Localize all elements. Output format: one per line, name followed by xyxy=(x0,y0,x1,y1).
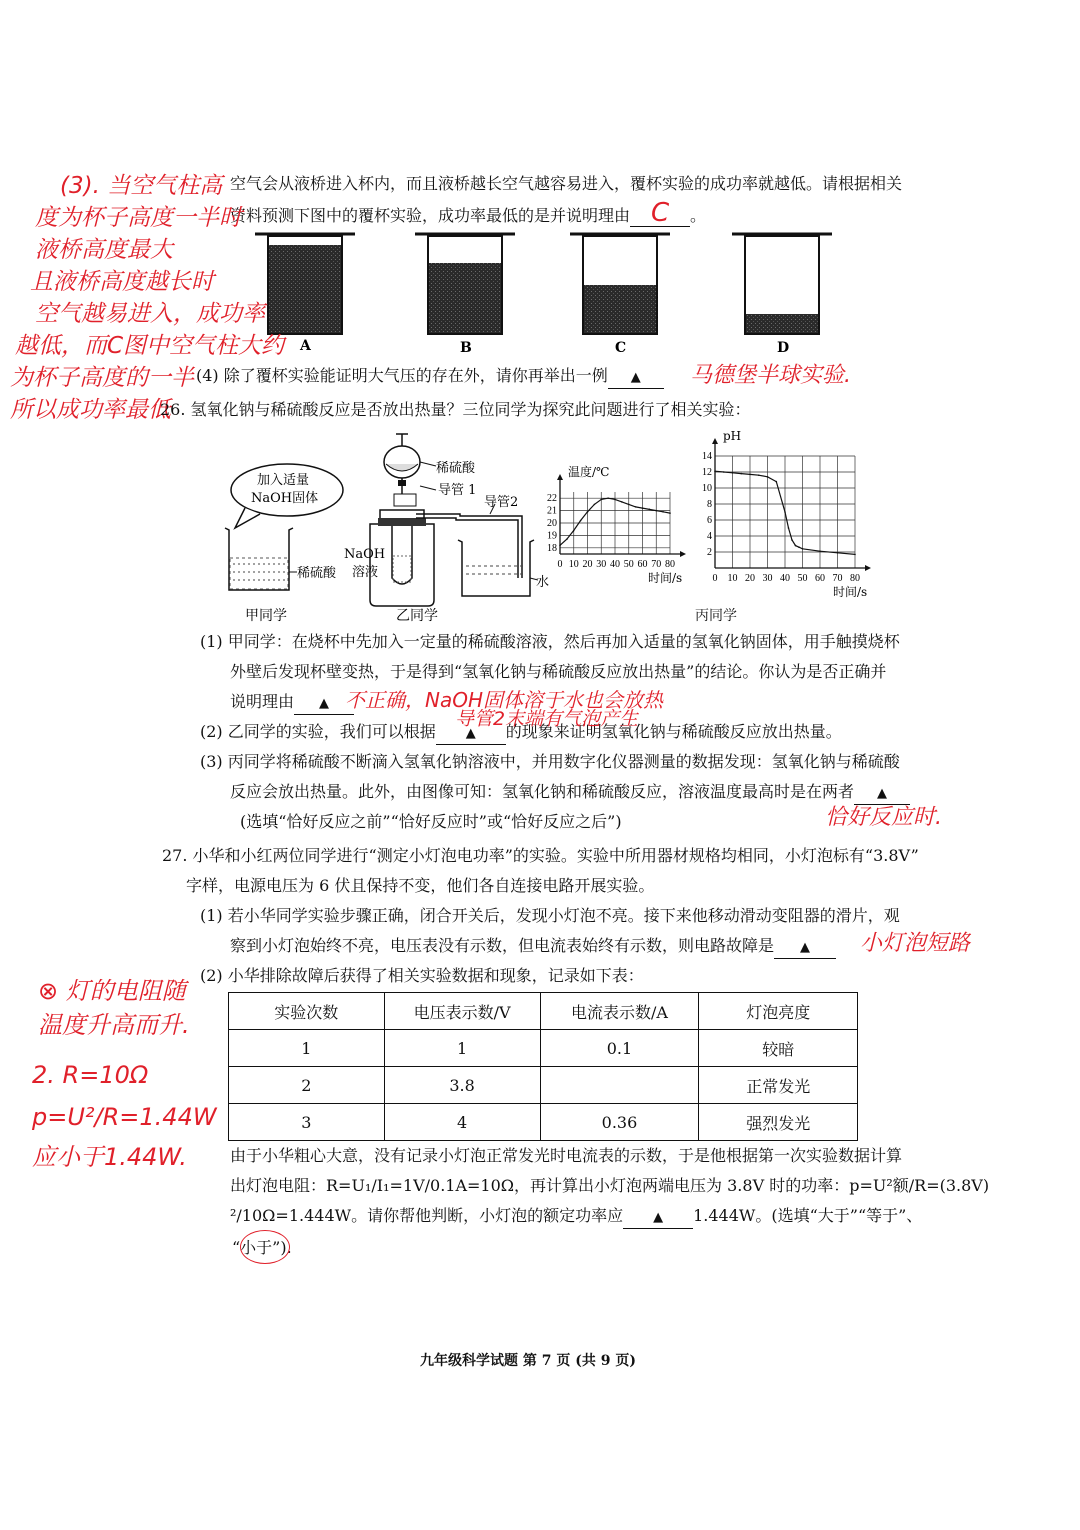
q26-p1-blank[interactable]: ▲ xyxy=(294,694,354,715)
margin-note-line: 度为杯子高度一半时 xyxy=(35,205,242,231)
y-axis-label: 温度/℃ xyxy=(568,465,610,479)
yi-tube1-label: 导管 1 xyxy=(438,483,477,498)
q27-p1-line2 xyxy=(230,936,836,959)
data-point xyxy=(649,509,651,511)
x-axis-arrow xyxy=(865,565,871,571)
cup-c-label: C xyxy=(615,340,627,356)
q27-margin-notes xyxy=(32,974,217,1174)
q26-p3-line2 xyxy=(230,782,910,805)
table-cell xyxy=(540,1067,699,1104)
cup-b-water xyxy=(429,263,501,333)
data-point xyxy=(740,473,742,475)
y-tick-label: 8 xyxy=(707,499,712,510)
data-point xyxy=(655,510,657,512)
q27-after-line4: “小于”). xyxy=(232,1238,292,1257)
q25-margin-notes xyxy=(10,170,285,426)
q26-p2-handwriting: 导管2末端有气泡产生 xyxy=(455,708,639,730)
cup-b-label: B xyxy=(460,340,472,356)
q26-p1-line3-prefix: 说明理由 xyxy=(230,692,295,711)
x-tick-label: 0 xyxy=(557,559,563,570)
x-tick-label: 60 xyxy=(637,559,648,570)
x-tick-label: 20 xyxy=(745,573,755,584)
data-point xyxy=(723,471,725,473)
table-cell: 3.8 xyxy=(384,1067,540,1104)
data-point xyxy=(621,501,623,503)
q26-p3-line2-text: 反应会放出热量。此外，由图像可知：氢氧化钠和稀硫酸反应，溶液温度最高时是在两者 xyxy=(230,782,855,801)
data-point xyxy=(791,539,793,541)
margin-note-line: 且液桥高度越长时 xyxy=(30,269,214,295)
margin-note-line: 2. R=10Ω xyxy=(32,1061,149,1089)
q27-p1-line1: (1) 若小华同学实验步骤正确，闭合开关后，发现小灯泡不亮。接下来他移动滑动变阻器的滑片，观 xyxy=(200,906,900,925)
q27-line1: 27. 小华和小红两位同学进行“测定小灯泡电功率”的实验。实验中所用器材规格均相同，小灯泡标有“3.8V” xyxy=(162,846,919,865)
jia-bubble-line2: NaOH固体 xyxy=(251,491,319,506)
q26-p3-handwriting: 恰好反应时. xyxy=(825,805,942,830)
q25-line2-prefix: 资料预测下图中的覆杯实验，成功率最低的是并说明理由 xyxy=(230,206,631,225)
x-tick-label: 40 xyxy=(610,559,620,570)
table-cell: 较暗 xyxy=(699,1030,858,1067)
q26-p3-blank[interactable]: ▲ xyxy=(854,784,910,805)
table-header: 电流表示数/A xyxy=(540,993,699,1030)
q25-part4-handwriting: 马德堡半球实验. xyxy=(690,363,851,388)
x-tick-label: 30 xyxy=(596,559,607,570)
margin-note-line: 液桥高度最大 xyxy=(35,237,173,263)
margin-note-line: p=U²/R=1.44W xyxy=(32,1103,217,1131)
q26-p1-line3 xyxy=(230,692,354,715)
margin-note-line: 应小于1.44W. xyxy=(32,1143,187,1171)
ph-chart xyxy=(695,429,885,602)
y-tick-label: 2 xyxy=(707,547,712,558)
q27-p1-line2-text: 察到小灯泡始终不亮，电压表没有示数，但电流表始终有示数，则电路故障是 xyxy=(230,936,775,955)
data-table xyxy=(228,992,858,1141)
x-axis-label: 时间/s xyxy=(833,585,868,599)
y-tick-label: 21 xyxy=(547,505,557,517)
q27-after-line3-prefix: ²/10Ω=1.444W。请你帮他判断，小灯泡的额定功率应 xyxy=(230,1206,624,1225)
x-tick-label: 0 xyxy=(712,573,718,584)
cup-b xyxy=(415,234,515,334)
yi-caption: 乙同学 xyxy=(396,608,438,624)
table-cell: 1 xyxy=(229,1030,385,1067)
x-tick-label: 80 xyxy=(850,573,860,584)
x-tick-label: 50 xyxy=(623,559,634,570)
x-tick-label: 20 xyxy=(582,559,593,570)
margin-note-line: 为杯子高度的一半 xyxy=(10,365,194,391)
table-header-row xyxy=(229,993,858,1030)
page-footer: 九年级科学试题 第 7 页 (共 9 页) xyxy=(420,1353,636,1369)
x-tick-label: 70 xyxy=(651,559,662,570)
data-point xyxy=(642,507,644,509)
data-point xyxy=(635,506,637,508)
data-point xyxy=(559,545,561,547)
table-row xyxy=(229,1067,858,1104)
q25-answer-blank[interactable] xyxy=(630,198,690,228)
yi-naoh-label-1: NaOH xyxy=(344,547,386,562)
x-tick-label: 70 xyxy=(832,573,843,584)
data-point xyxy=(854,554,856,556)
table-row xyxy=(229,1104,858,1141)
table-cell: 0.36 xyxy=(540,1104,699,1141)
data-point xyxy=(669,512,671,514)
y-tick-label: 19 xyxy=(547,530,557,542)
bing-caption: 丙同学 xyxy=(695,608,737,624)
q26-p2-suffix: 的现象来证明氢氧化钠与稀硫酸反应放出热量。 xyxy=(505,722,842,741)
data-point xyxy=(600,499,602,501)
yi-tube2-label: 导管2 xyxy=(484,495,519,510)
y-tick-label: 18 xyxy=(547,542,557,554)
table-header: 实验次数 xyxy=(229,993,385,1030)
data-point xyxy=(837,552,839,554)
x-tick-label: 10 xyxy=(727,573,738,584)
x-tick-label: 30 xyxy=(762,573,773,584)
q26-title: 26. 氢氧化钠与稀硫酸反应是否放出热量？三位同学为探究此问题进行了相关实验： xyxy=(160,400,751,419)
table-cell: 1 xyxy=(384,1030,540,1067)
y-tick-label: 12 xyxy=(702,467,712,478)
data-point xyxy=(573,530,575,532)
jia-caption: 甲同学 xyxy=(245,608,287,624)
table-cell: 4 xyxy=(384,1104,540,1141)
q27-line2: 字样，电源电压为 6 伏且保持不变，他们各自连接电路开展实验。 xyxy=(186,876,655,895)
table-header: 灯泡亮度 xyxy=(699,993,858,1030)
data-point xyxy=(587,511,589,513)
q26-p1-handwriting: 不正确，NaOH固体溶于水也会放热 xyxy=(345,688,663,712)
q27-after-line1: 由于小华粗心大意，没有记录小灯泡正常发光时电流表的示数，于是他根据第一次实验数据计算 xyxy=(230,1146,903,1165)
data-point xyxy=(594,504,596,506)
data-point xyxy=(566,538,568,540)
y-tick-label: 4 xyxy=(707,531,712,542)
data-point xyxy=(784,511,786,513)
margin-note-line: ⊗ 灯的电阻随 xyxy=(38,977,186,1005)
data-point xyxy=(580,520,582,522)
x-tick-label: 80 xyxy=(665,559,675,570)
q26-p2-blank[interactable]: ▲ xyxy=(436,724,506,745)
data-point xyxy=(819,550,821,552)
data-point xyxy=(775,481,777,483)
data-point xyxy=(749,474,751,476)
q26-p1-line2: 外壁后发现杯壁变热，于是得到“氢氧化钠与稀硫酸反应放出热量”的结论。你认为是否正确并 xyxy=(230,662,887,681)
data-point xyxy=(758,474,760,476)
data-point xyxy=(795,545,797,547)
q26-p1-line1: (1) 甲同学：在烧杯中先加入一定量的稀硫酸溶液，然后再加入适量的氢氧化钠固体，用手触摸烧杯 xyxy=(200,632,900,651)
y-axis-label: pH xyxy=(723,429,742,443)
margin-note-line: 空气越易进入，成功率 xyxy=(35,301,265,327)
margin-note-line: 越低，而C图中空气柱大约 xyxy=(15,333,285,359)
table-cell: 3 xyxy=(229,1104,385,1141)
y-tick-label: 14 xyxy=(702,451,712,462)
y-axis-arrow xyxy=(557,474,563,480)
q25-line2 xyxy=(230,198,707,228)
x-axis-label: 时间/s xyxy=(648,571,683,585)
data-point xyxy=(714,470,716,472)
y-tick-label: 6 xyxy=(707,515,712,526)
data-point xyxy=(767,476,769,478)
data-point xyxy=(628,504,630,506)
jia-acid-label: 稀硫酸 xyxy=(297,566,337,581)
q27-after-line2: 出灯泡电阻：R=U₁/I₁=1V/0.1A=10Ω，再计算出小灯泡两端电压为 3.8V 时的功率：p=U²额/R=(3.8V) xyxy=(230,1176,990,1195)
margin-note-line: 所以成功率最低 xyxy=(10,397,171,423)
q27-after-blank[interactable]: ▲ xyxy=(623,1208,693,1229)
q25-line2-suffix: 。 xyxy=(690,206,707,225)
q25-part4-text: (4) 除了覆杯实验能证明大气压的存在外，请你再举出一例 xyxy=(196,366,608,385)
q26-p2-prefix: (2) 乙同学的实验，我们可以根据 xyxy=(200,722,436,741)
q27-p1-blank[interactable]: ▲ xyxy=(774,938,836,959)
data-point xyxy=(662,511,664,513)
cups-figure xyxy=(250,226,850,356)
circle-annotation xyxy=(240,1230,290,1264)
yi-acid-label: 稀硫酸 xyxy=(436,461,476,476)
cup-c-water xyxy=(584,285,656,333)
x-axis-arrow xyxy=(680,551,686,557)
y-tick-label: 20 xyxy=(547,518,557,529)
table-cell: 2 xyxy=(229,1067,385,1104)
data-point xyxy=(607,497,609,499)
q27-p1-handwriting: 小灯泡短路 xyxy=(860,931,971,956)
margin-note-line: 温度升高而升. xyxy=(38,1011,190,1039)
data-point xyxy=(802,548,804,550)
q27-after-line3 xyxy=(230,1206,922,1229)
data-point xyxy=(732,472,734,474)
q26-p3-line1: (3) 丙同学将稀硫酸不断滴入氢氧化钠溶液中，并用数字化仪器测量的数据发现：氢氧化钠与稀硫酸 xyxy=(200,752,900,771)
cup-c xyxy=(570,234,670,334)
table-header: 电压表示数/V xyxy=(384,993,540,1030)
table-cell: 0.1 xyxy=(540,1030,699,1067)
temperature-chart xyxy=(530,460,700,600)
table-row xyxy=(229,1030,858,1067)
q25-answer-handwriting: C xyxy=(650,198,670,228)
x-tick-label: 10 xyxy=(568,559,579,570)
margin-note-line: (3). 当空气柱高 xyxy=(60,173,223,199)
cup-d-label: D xyxy=(777,340,790,356)
x-tick-label: 50 xyxy=(797,573,808,584)
y-axis-arrow xyxy=(712,438,718,444)
q25-part4-blank[interactable]: ▲ xyxy=(608,368,664,389)
q25-line1: 空气会从液桥进入杯内，而且液桥越长空气越容易进入，覆杯实验的成功率就越低。请根据相关 xyxy=(230,174,903,193)
cup-a-label: A xyxy=(300,338,311,354)
data-point xyxy=(614,499,616,501)
cup-d xyxy=(732,234,832,334)
data-point xyxy=(798,546,800,548)
yi-apparatus xyxy=(340,428,550,628)
jia-bubble-line1: 加入适量 xyxy=(257,473,310,488)
q26-p3-line3: (选填“恰好反应之前”“恰好反应时”或“恰好反应之后”) xyxy=(240,812,622,831)
table-cell: 强烈发光 xyxy=(699,1104,858,1141)
y-tick-label: 22 xyxy=(547,493,557,505)
cup-d-water xyxy=(746,314,818,333)
yi-water-label: 水 xyxy=(536,575,550,590)
x-tick-label: 40 xyxy=(780,573,790,584)
table-cell: 正常发光 xyxy=(699,1067,858,1104)
q27-after-line3-suffix: 1.444W。(选填“大于”“等于”、 xyxy=(693,1206,923,1225)
yi-naoh-label-2: 溶液 xyxy=(352,565,379,580)
y-tick-label: 10 xyxy=(702,483,712,494)
x-tick-label: 60 xyxy=(815,573,825,584)
data-point xyxy=(788,527,790,529)
jia-apparatus xyxy=(215,460,355,630)
q27-p2-intro: (2) 小华排除故障后获得了相关实验数据和现象，记录如下表： xyxy=(200,966,644,985)
